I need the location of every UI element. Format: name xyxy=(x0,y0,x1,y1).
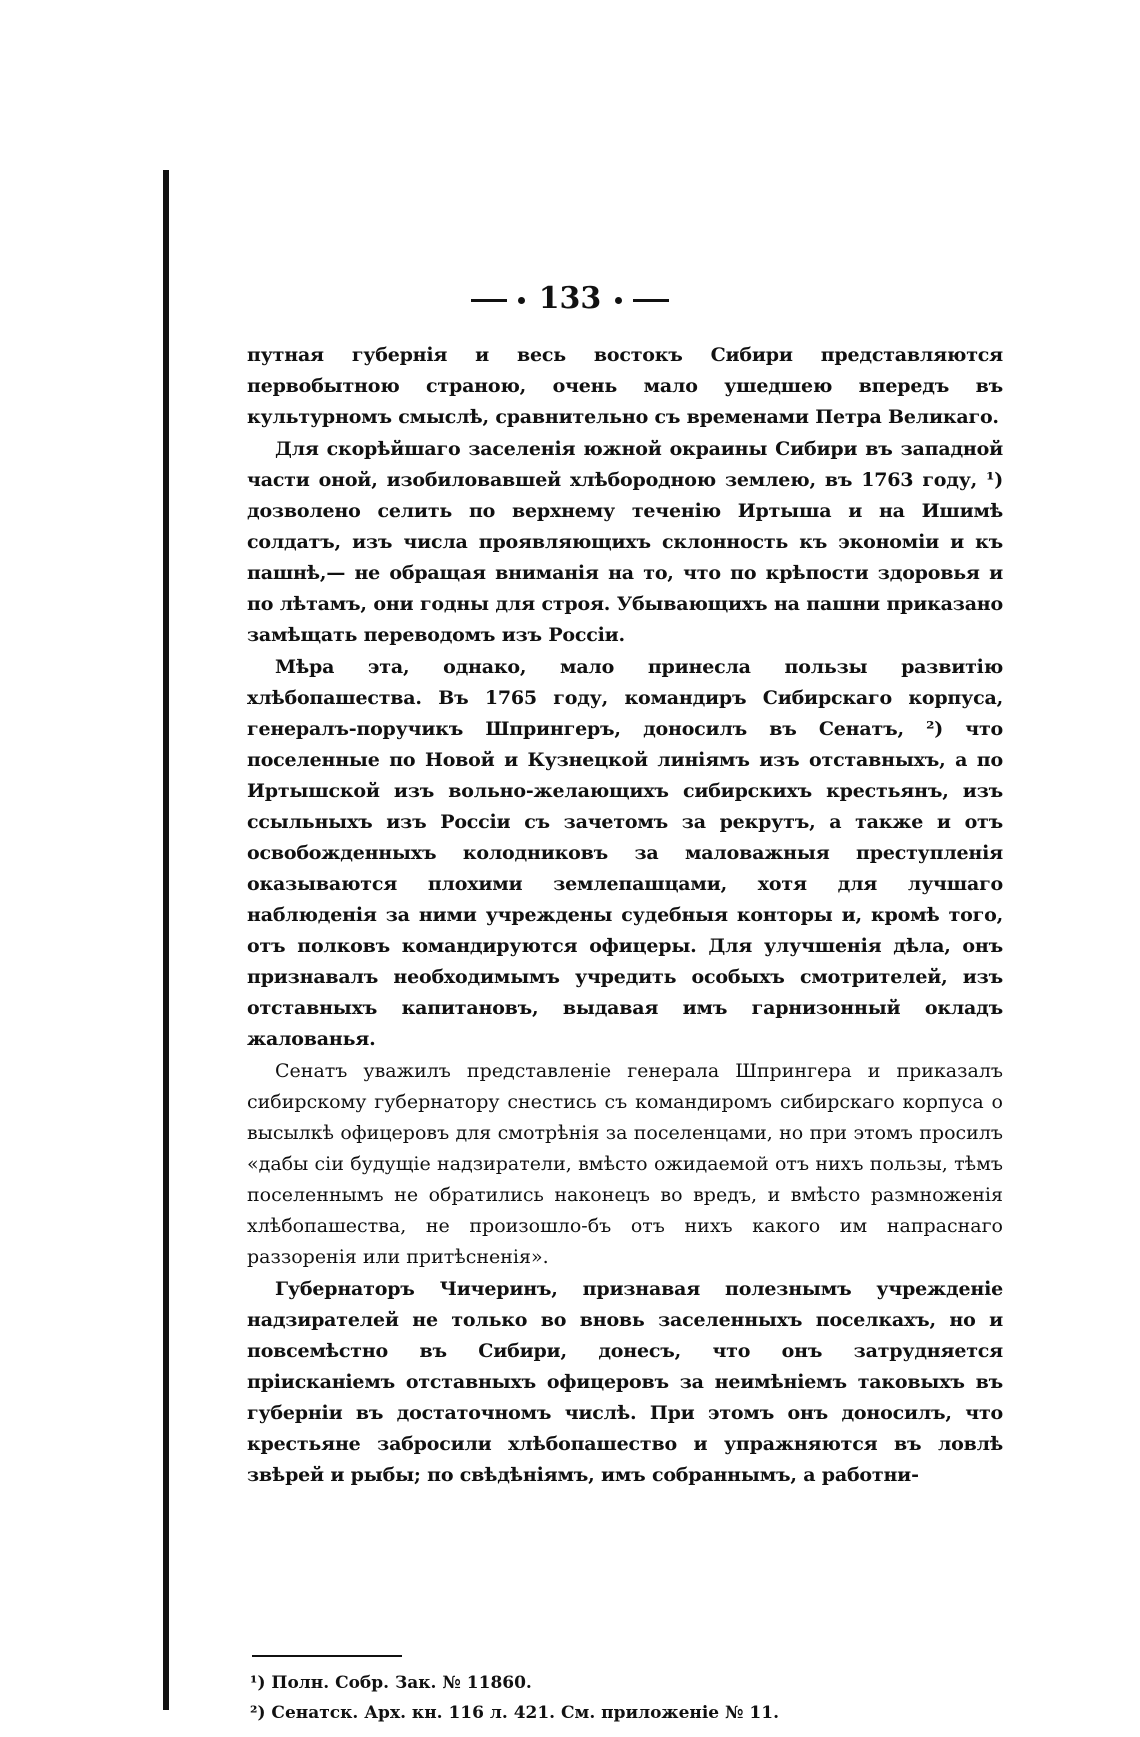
footnote-2: ²) Сенатск. Арх. кн. 116 л. 421. См. приложеніе № 11. xyxy=(250,1703,780,1723)
footnote-1: ¹) Полн. Собр. Зак. № 11860. xyxy=(250,1673,532,1693)
paragraph-5: Губернаторъ Чичеринъ, признавая полезнымъ учрежденіе надзирателей не только во вновь заселенныхъ поселкахъ, но и повсемѣстно въ Сибири, донесъ, что онъ затрудняется пріисканіемъ отставныхъ офицеровъ за неимѣніемъ таковыхъ въ губерніи въ достаточномъ числѣ. При этомъ онъ доносилъ, что крестьяне забросили хлѣбопашество и упражняются въ ловлѣ звѣрей и рыбы; по свѣдѣніямъ, имъ собраннымъ, а работни- xyxy=(247,1278,1003,1486)
footnotes xyxy=(250,1668,1000,1728)
header-rule-right xyxy=(633,299,669,302)
body-text xyxy=(247,340,1003,1491)
scan-edge-shadow xyxy=(163,170,169,1710)
header-ornament-left xyxy=(518,297,525,304)
page-header xyxy=(0,282,1140,316)
footnote-divider xyxy=(252,1655,402,1657)
paragraph-3: Мѣра эта, однако, мало принесла пользы развитію хлѣбопашества. Въ 1765 году, командиръ Сибирскаго корпуса, генералъ-поручикъ Шпрингеръ, доносилъ въ Сенатъ, ²) что поселенные по Новой и Кузнецкой линіямъ изъ отставныхъ, а по Иртышской изъ вольно-желающихъ сибирскихъ крестьянъ, изъ ссыльныхъ изъ Россіи съ зачетомъ за рекрутъ, а также и отъ освобожденныхъ колодниковъ за маловажныя преступленія оказываются плохими землепашцами, хотя для лучшаго наблюденія за ними учреждены судебныя конторы и, кромѣ того, отъ полковъ командируются офицеры. Для улучшенія дѣла, онъ признавалъ необходимымъ учредить особыхъ смотрителей, изъ отставныхъ капитановъ, выдавая имъ гарнизонный окладъ жалованья. xyxy=(247,656,1003,1050)
header-ornament-right xyxy=(615,297,622,304)
paragraph-4: Сенатъ уважилъ представленіе генерала Шпрингера и приказалъ сибирскому губернатору снестись съ командиромъ сибирскаго корпуса о высылкѣ офицеровъ для смотрѣнія за поселенцами, но при этомъ просилъ «дабы сіи будущіе надзиратели, вмѣсто ожидаемой отъ нихъ пользы, тѣмъ поселеннымъ не обратились наконецъ во вредъ, и вмѣсто размноженія хлѣбопашества, не произошло-бъ отъ нихъ какого им напраснаго раззоренія или притѣсненія». xyxy=(247,1060,1003,1268)
header-rule-left xyxy=(471,299,507,302)
page-number: 133 xyxy=(538,281,602,316)
paragraph-1: путная губернія и весь востокъ Сибири представляются первобытною страною, очень мало ушедшею впередъ въ культурномъ смыслѣ, сравнительно съ временами Петра Великаго. xyxy=(247,344,1003,428)
paragraph-2: Для скорѣйшаго заселенія южной окраины Сибири въ западной части оной, изобиловавшей хлѣбородною землею, въ 1763 году, ¹) дозволено селить по верхнему теченію Иртыша и на Ишимѣ солдатъ, изъ числа проявляющихъ склонность къ экономіи и къ пашнѣ,— не обращая вниманія на то, что по крѣпости здоровья и по лѣтамъ, они годны для строя. Убывающихъ на пашни приказано замѣщать переводомъ изъ Россіи. xyxy=(247,438,1003,646)
